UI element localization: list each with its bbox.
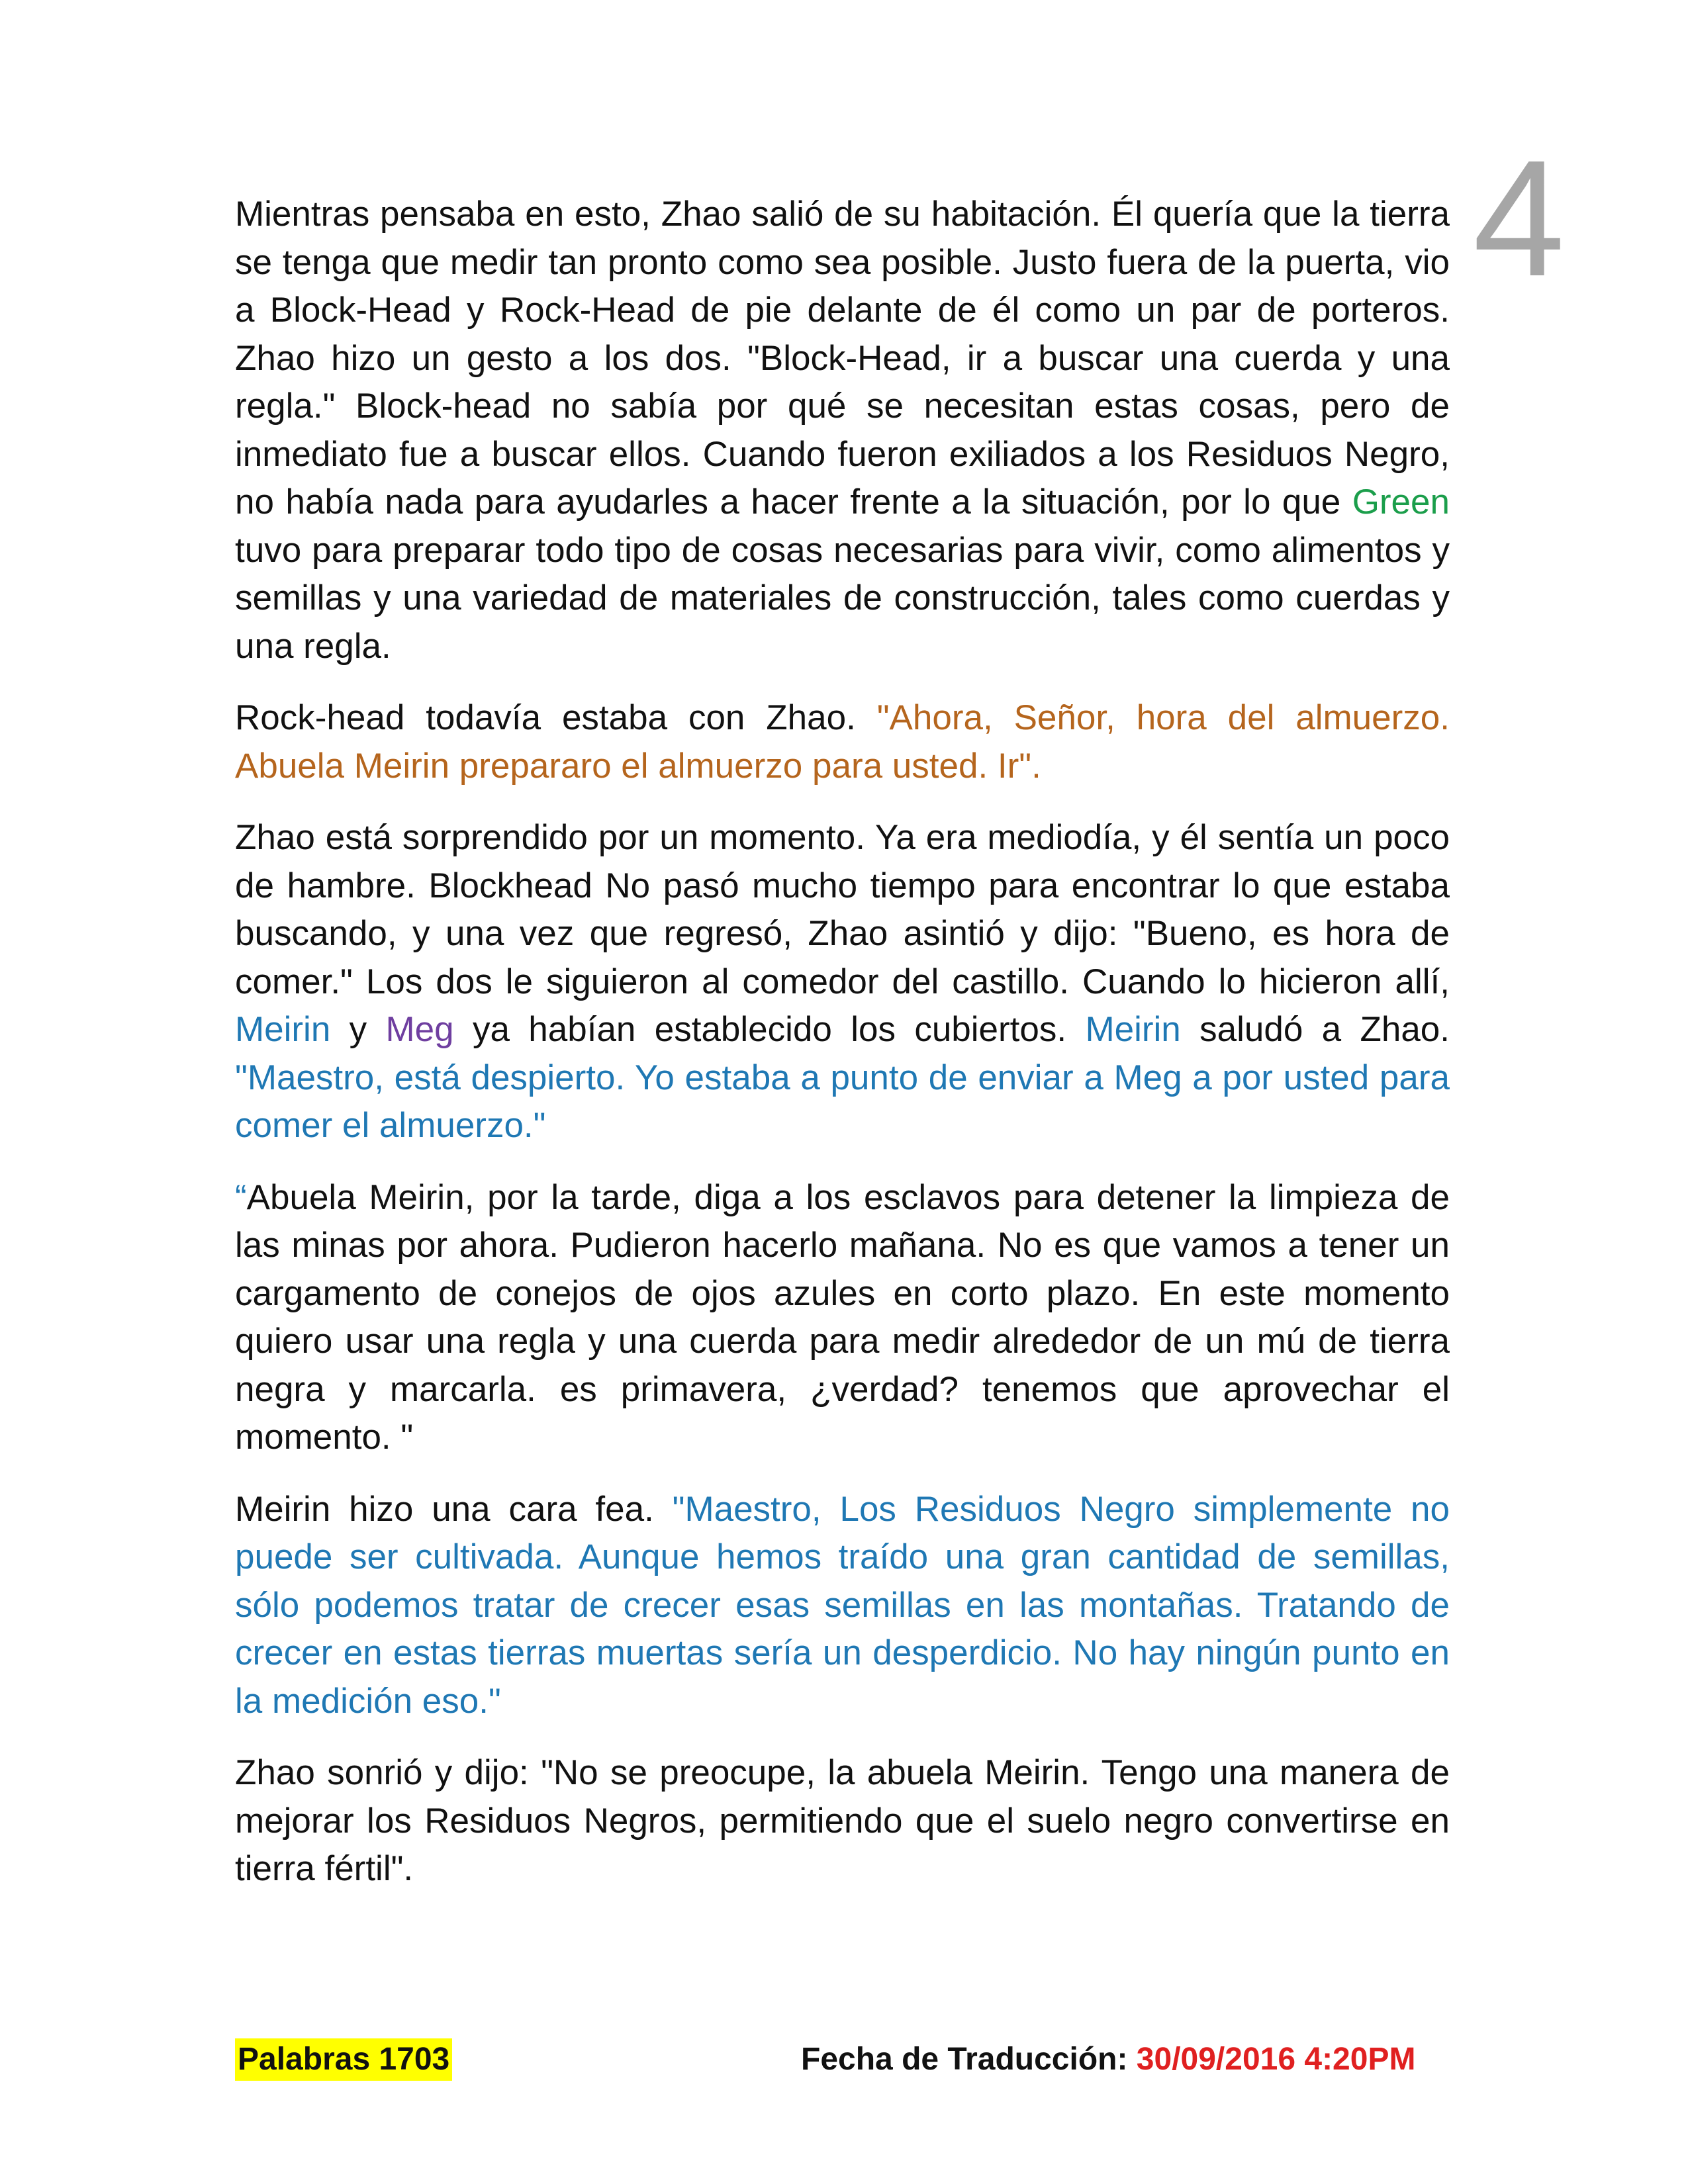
paragraph-3-text-c: ya habían establecido los cubiertos. — [453, 1010, 1086, 1049]
translation-date-value: 30/09/2016 4:20PM — [1136, 2042, 1416, 2077]
meirin-speech-2: "Maestro, Los Residuos Negro simplemente no puede ser cultivada. Aunque hemos traído una gran cantidad de semillas, sólo podemos tratar de crecer esas semillas en las montañas. Tratando de crecer en estas tierras muertas sería un desperdicio. No hay ningún punto en la medición eso." — [235, 1489, 1450, 1721]
name-green: Green — [1352, 482, 1450, 522]
open-quote: “ — [235, 1177, 247, 1217]
translation-date — [801, 2038, 1415, 2081]
paragraph-3 — [235, 814, 1450, 1150]
paragraph-2-text: Rock-head todavía estaba con Zhao. — [235, 698, 877, 737]
paragraph-6-text: Zhao sonrió y dijo: "No se preocupe, la abuela Meirin. Tengo una manera de mejorar los Residuos Negros, permitiendo que el suelo negro convertirse en tierra fértil". — [235, 1753, 1450, 1888]
paragraph-4-text: Abuela Meirin, por la tarde, diga a los esclavos para detener la limpieza de las minas por ahora. Pudieron hacerlo mañana. No es que vamos a tener un cargamento de conejos de ojos azules en corto plazo. En este momento quiero usar una regla y una cuerda para medir alrededor de un mú de tierra negra y marcarla. es primavera, ¿verdad? tenemos que aprovechar el momento. " — [235, 1177, 1450, 1457]
paragraph-3-text-a: Zhao está sorprendido por un momento. Ya era mediodía, y él sentía un poco de hambre. Blockhead No pasó mucho tiempo para encontrar lo que estaba buscando, y una vez que regresó, Zhao asintió y dijo: "Bueno, es hora de comer." Los dos le siguieron al comedor del castillo. Cuando lo hicieron allí, — [235, 818, 1450, 1001]
word-count: Palabras 1703 — [235, 2038, 452, 2081]
document-body — [235, 191, 1450, 1917]
translation-date-label: Fecha de Traducción: — [801, 2042, 1137, 2077]
paragraph-3-text-d: saludó a Zhao. — [1180, 1010, 1450, 1049]
paragraph-1-text-b: tuvo para preparar todo tipo de cosas necesarias para vivir, como alimentos y semillas y una variedad de materiales de construcción, tales como cuerdas y una regla. — [235, 530, 1450, 666]
name-meg: Meg — [385, 1010, 454, 1049]
paragraph-1 — [235, 191, 1450, 670]
meirin-speech: "Maestro, está despierto. Yo estaba a punto de enviar a Meg a por usted para comer el almuerzo." — [235, 1058, 1450, 1145]
paragraph-1-text-a: Mientras pensaba en esto, Zhao salió de su habitación. Él quería que la tierra se tenga que medir tan pronto como sea posible. Justo fuera de la puerta, vio a Block-Head y Rock-Head de pie delante de él como un par de porteros. Zhao hizo un gesto a los dos. "Block-Head, ir a buscar una cuerda y una regla." Block-head no sabía por qué se necesitan estas cosas, pero de inmediato fue a buscar ellos. Cuando fueron exiliados a los Residuos Negro, no había nada para ayudarles a hacer frente a la situación, por lo que — [235, 195, 1450, 522]
paragraph-5 — [235, 1486, 1450, 1726]
name-meirin-2: Meirin — [1085, 1010, 1181, 1049]
rock-head-speech: "Ahora, Señor, hora del almuerzo. Abuela Meirin prepararo el almuerzo para usted. Ir". — [235, 698, 1450, 786]
paragraph-6 — [235, 1749, 1450, 1893]
paragraph-4 — [235, 1174, 1450, 1462]
paragraph-5-text: Meirin hizo una cara fea. — [235, 1489, 673, 1529]
page-number: 4 — [1473, 126, 1566, 310]
name-meirin: Meirin — [235, 1010, 331, 1049]
paragraph-2 — [235, 694, 1450, 790]
paragraph-3-text-b: y — [330, 1010, 386, 1049]
